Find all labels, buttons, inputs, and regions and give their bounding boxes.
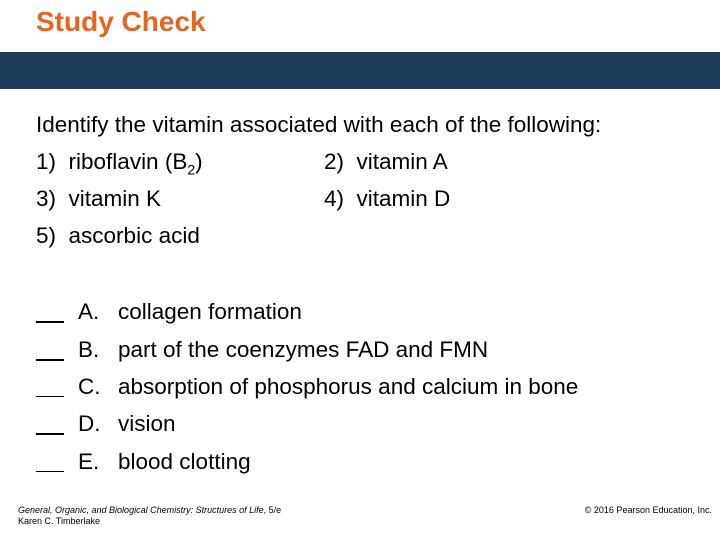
answer-blank[interactable]	[36, 359, 64, 361]
item-number: 2)	[324, 149, 345, 174]
item-text-after: )	[195, 149, 203, 174]
answer-letter: A.	[78, 299, 100, 324]
answer-blank[interactable]	[36, 396, 64, 397]
item-text: riboflavin (B	[68, 149, 188, 174]
footer-book-title: General, Organic, and Biological Chemistry: Structures of Life	[18, 505, 264, 515]
answer-description: part of the coenzymes FAD and FMN	[118, 337, 489, 362]
item-number: 1)	[36, 149, 57, 174]
vitamin-item-4	[324, 185, 450, 213]
answer-blank[interactable]	[36, 471, 64, 472]
answer-letter: D.	[78, 411, 101, 436]
vitamin-item-5	[36, 222, 200, 250]
vitamin-item-3	[36, 185, 161, 213]
item-text: ascorbic acid	[68, 223, 200, 248]
answer-description: collagen formation	[118, 299, 302, 324]
answer-row-a	[36, 297, 696, 327]
answer-row-e	[36, 447, 696, 477]
item-number: 4)	[324, 186, 345, 211]
item-text: vitamin D	[356, 186, 451, 211]
footer-edition: , 5/e	[263, 505, 282, 515]
item-text: vitamin K	[68, 186, 162, 211]
footer-copyright: © 2016 Pearson Education, Inc.	[584, 505, 712, 515]
item-number: 3)	[36, 186, 57, 211]
answer-row-c	[36, 372, 696, 402]
footer-citation	[18, 505, 281, 527]
question-prompt: Identify the vitamin associated with each of the following:	[36, 112, 602, 137]
vitamin-item-1	[36, 148, 203, 176]
answer-row-b	[36, 335, 696, 365]
answer-description: absorption of phosphorus and calcium in bone	[118, 374, 579, 399]
answer-description: vision	[118, 411, 176, 436]
item-text: vitamin A	[356, 149, 448, 174]
slide-title: Study Check	[36, 6, 206, 37]
item-number: 5)	[36, 223, 57, 248]
answer-blank[interactable]	[36, 433, 64, 435]
answer-letter: E.	[78, 449, 100, 474]
answer-letter: B.	[78, 337, 100, 362]
footer-author: Karen C. Timberlake	[18, 516, 101, 526]
answer-blank[interactable]	[36, 321, 64, 323]
vitamin-item-2	[324, 148, 448, 176]
answer-description: blood clotting	[118, 449, 251, 474]
title-bar	[0, 52, 720, 89]
answer-row-d	[36, 409, 696, 439]
item-subscript: 2	[187, 161, 196, 178]
answer-letter: C.	[78, 374, 101, 399]
